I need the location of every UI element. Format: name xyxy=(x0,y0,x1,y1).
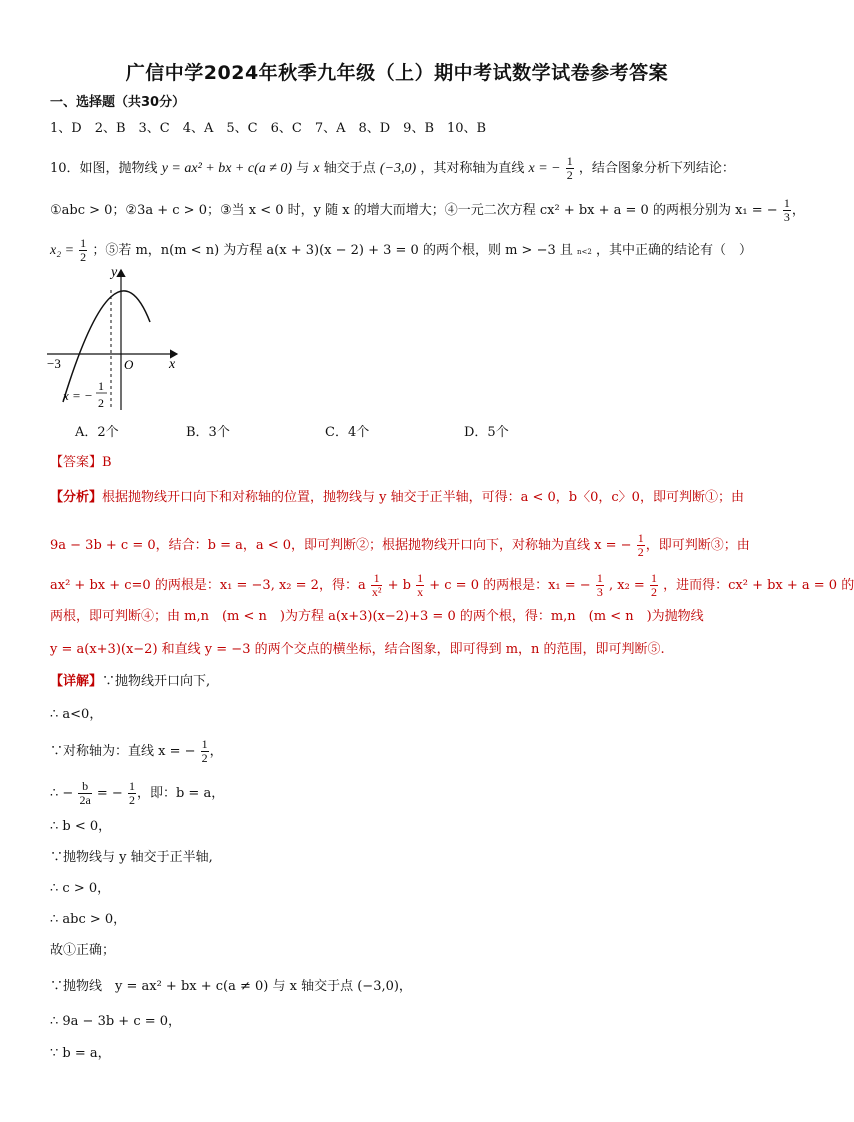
option-b: B．3个 xyxy=(186,425,230,440)
analysis-text: + b xyxy=(387,578,411,593)
option-a: A．2个 xyxy=(75,425,119,440)
fraction-num: 1 xyxy=(98,379,104,393)
page-title: 广信中学2024年秋季九年级（上）期中考试数学试卷参考答案 xyxy=(125,62,669,84)
analysis-line-2 xyxy=(50,532,750,559)
q10-text: 轴交于点 xyxy=(323,161,376,176)
detail-text: ，即：b = a， xyxy=(136,786,225,801)
analysis-text: + c = 0 的两根是：x₁ = − xyxy=(429,578,591,593)
q10-line-2: ①abc > 0；②3a + c > 0；③当 x < 0 时，y 随 x 的增大而增大；④一元二次方程 cx² + bx + a = 0 的两根分别为 x₁ = − $\frac{1}{3}$ ， xyxy=(50,196,805,224)
q10-x2: x₂ = xyxy=(50,243,75,258)
q10-text: ，其中正确的结论有（ ） xyxy=(595,243,752,258)
detail-line-3 xyxy=(50,738,223,765)
q10-text: 10．如图，抛物线 xyxy=(50,161,158,176)
section-heading-choice: 一、选择题（共30分） xyxy=(50,95,186,110)
q10-statement-5: ；⑤若 m，n(m < n) 为方程 a(x + 3)(x − 2) + 3 = 0 的两个根，则 m > −3 且 xyxy=(92,243,573,258)
q10-point: (−3,0) xyxy=(379,161,417,176)
q10-fraction: $\frac{1}{2}$ xyxy=(566,154,573,182)
symmetry-axis-label: x = − xyxy=(63,388,93,403)
detail-text: ∵对称轴为：直线 x = − xyxy=(50,744,196,759)
detail-heading-line xyxy=(50,673,210,691)
detail-line-10: ∵抛物线 y = ax² + bx + c(a ≠ 0) 与 x 轴交于点 (−3,0)， xyxy=(50,979,412,994)
x-axis-label: x xyxy=(169,357,176,372)
analysis-heading: 【分析】 xyxy=(50,490,103,505)
answer-line: 【答案】B xyxy=(50,455,112,470)
analysis-text: ax² + bx + c=0 的两根是：x₁ = −3, x₂ = 2，得：a xyxy=(50,578,366,593)
y-axis-label: y xyxy=(111,265,118,280)
detail-line-2: ∴ a<0， xyxy=(50,707,103,722)
detail-text: ∵抛物线开口向下, xyxy=(102,674,211,689)
analysis-text: 9a − 3b + c = 0，结合：b = a，a < 0，即可判断②；根据抛物线开口向下，对称轴为直线 x = − xyxy=(50,538,632,553)
detail-fraction: $\frac{1}{2}$ xyxy=(128,779,135,807)
detail-line-4 xyxy=(50,780,224,807)
analysis-text: ，进而得：cx² + bx + a = 0 的 xyxy=(663,578,854,593)
q10-text: 与 xyxy=(296,161,310,176)
detail-line-7: ∴ c > 0， xyxy=(50,881,111,896)
analysis-line-3 xyxy=(50,572,854,599)
detail-line-11: ∴ 9a − 3b + c = 0， xyxy=(50,1014,182,1029)
fraction-den: 2 xyxy=(98,396,104,410)
analysis-fraction: $\frac{1}{x}$ xyxy=(417,571,424,599)
detail-fraction: $\frac{1}{2}$ xyxy=(201,737,208,765)
analysis-text: ，即可判断③；由 xyxy=(645,538,750,553)
option-c: C．4个 xyxy=(325,425,370,440)
answer-key-line: 1、D 2、B 3、C 4、A 5、C 6、C 7、A 8、D 9、B 10、B xyxy=(50,121,487,136)
q10-fraction: $\frac{1}{3}$ xyxy=(783,196,790,224)
q10-axis-eq: x = − xyxy=(528,161,561,176)
detail-heading: 【详解】 xyxy=(50,674,103,689)
analysis-fraction: $\frac{1}{2}$ xyxy=(637,531,644,559)
detail-line-8: ∴ abc > 0， xyxy=(50,912,127,927)
q10-text: ，结合图象分析下列结论： xyxy=(578,161,735,176)
q10-fraction: $\frac{1}{2}$ xyxy=(80,236,87,264)
origin-label: O xyxy=(124,357,134,372)
parabola-graph xyxy=(45,262,185,414)
analysis-fraction: $\frac{1}{2}$ xyxy=(650,571,657,599)
q10-line-1 xyxy=(50,155,735,182)
q10-small-text: n<2 xyxy=(577,248,592,256)
q10-statements: ①abc > 0；②3a + c > 0；③当 x < 0 时，y 随 x 的增大而增大；④一元二次方程 cx² + bx + a = 0 的两根分别为 x₁ = − xyxy=(50,203,778,218)
analysis-fraction: $\frac{1}{\text{x²}}$ xyxy=(371,571,382,599)
detail-text: = − xyxy=(96,786,123,801)
analysis-line-5: y = a(x+3)(x−2) 和直线 y = −3 的两个交点的横坐标，结合图象，即可得到 m，n 的范围，即可判断⑤. xyxy=(50,642,665,657)
analysis-fraction: $\frac{1}{3}$ xyxy=(596,571,603,599)
neg-three-label: −3 xyxy=(47,356,61,371)
parabola-curve xyxy=(63,291,150,402)
analysis-text: 根据抛物线开口向下和对称轴的位置，抛物线与 y 轴交于正半轴，可得：a < 0，b〈0，c〉0，即可判断①；由 xyxy=(102,490,744,505)
detail-text: ， xyxy=(209,744,223,759)
detail-text: ∴ − xyxy=(50,786,74,801)
analysis-line-1 xyxy=(50,489,744,507)
detail-line-6: ∵抛物线与 y 轴交于正半轴, xyxy=(50,850,213,865)
analysis-text: , x₂ = xyxy=(608,578,645,593)
detail-line-12: ∵ b = a， xyxy=(50,1046,111,1061)
q10-var: x xyxy=(313,161,320,176)
analysis-line-4: 两根，即可判断④；由 m,n (m < n )为方程 a(x+3)(x−2)+3 = 0 的两个根，得：m,n (m < n )为抛物线 xyxy=(50,609,704,624)
q10-text: ，其对称轴为直线 xyxy=(420,161,525,176)
q10-parabola-eq: y = ax² + bx + c(a ≠ 0) xyxy=(161,161,293,176)
detail-fraction: $\frac{b}{2a}$ xyxy=(79,779,91,807)
detail-line-5: ∴ b < 0， xyxy=(50,819,112,834)
option-d: D．5个 xyxy=(464,425,509,440)
detail-line-9: 故①正确； xyxy=(50,943,116,958)
q10-line-3 xyxy=(50,237,752,264)
